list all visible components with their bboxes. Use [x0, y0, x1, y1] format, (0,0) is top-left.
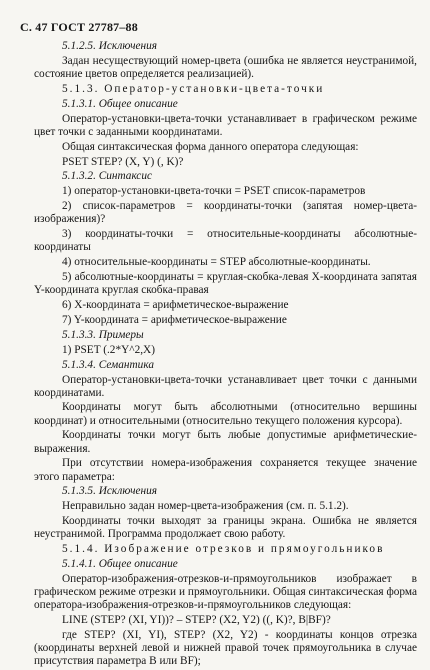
section-heading: 5.1.4.1. Общее описание	[62, 558, 178, 571]
paragraph: LINE (STEP? (XI, YI))? – STEP? (X2, Y2) ((, K)?, B|BF)?	[62, 614, 331, 627]
paragraph: Задан несуществующий номер-цвета (ошибка не является неустранимой, состояние цветов определяется реализацией).	[34, 54, 417, 80]
page-body	[34, 40, 417, 670]
section-heading: 5.1.4. Изображение отрезков и прямоугольников	[62, 543, 385, 556]
section-heading: 5.1.3.3. Примеры	[62, 328, 144, 341]
section-heading: 5.1.3. Оператор-установки-цвета-точки	[62, 82, 325, 95]
paragraph: 1) PSET (.2*Y^2,X)	[62, 343, 155, 356]
section-heading: 5.1.3.5. Исключения	[62, 485, 158, 498]
paragraph: 4) относительные-координаты = STEP абсолютные-координаты.	[62, 256, 371, 269]
paragraph: Оператор-установки-цвета-точки устанавливает цвет точки с данными координатами.	[34, 373, 417, 399]
paragraph: 6) X-координата = арифметическое-выражение	[62, 299, 289, 312]
paragraph: 1) оператор-установки-цвета-точки = PSET список-параметров	[62, 185, 366, 198]
paragraph: Оператор-изображения-отрезков-и-прямоугольников изображает в графическом режиме отрезки и прямоугольники. Общая синтаксическая форма оператора-изображения-отрезков-и-прямоугольников следующая:	[34, 572, 417, 612]
section-heading: 5.1.3.2. Синтаксис	[62, 170, 152, 183]
paragraph: Неправильно задан номер-цвета-изображения (см. п. 5.1.2).	[62, 500, 349, 513]
paragraph: 7) Y-координата = арифметическое-выражение	[62, 313, 287, 326]
section-heading: 5.1.2.5. Исключения	[62, 40, 158, 52]
paragraph: Координаты точки выходят за границы экрана. Ошибка не является неустранимой. Программа продолжает свою работу.	[34, 515, 417, 541]
paragraph: 5) абсолютные-координаты = круглая-скобка-левая X-координата запятая Y-координата круглая скобка-правая	[34, 271, 417, 297]
paragraph: При отсутствии номера-изображения сохраняется текущее значение этого параметра:	[34, 457, 417, 483]
paragraph: 3) координаты-точки = относительные-координаты абсолютные-координаты	[34, 228, 417, 254]
paragraph: 2) список-параметров = координаты-точки (запятая номер-цвета-изображения)?	[34, 200, 417, 226]
paragraph: Координаты точки могут быть любые допустимые арифметические-выражения.	[34, 429, 417, 455]
paragraph: Общая синтаксическая форма данного оператора следующая:	[62, 140, 359, 153]
page-header: С. 47 ГОСТ 27787–88	[20, 20, 138, 34]
paragraph: Оператор-установки-цвета-точки устанавливает в графическом режиме цвет точки с заданными координатами.	[34, 112, 417, 138]
paragraph: PSET STEP? (X, Y) (, K)?	[62, 155, 184, 168]
section-heading: 5.1.3.4. Семантика	[62, 358, 154, 371]
section-heading: 5.1.3.1. Общее описание	[62, 97, 178, 110]
paragraph: где STEP? (XI, YI), STEP? (X2, Y2) - координаты концов отрезка (координаты верхней левой и нижней правой точек прямоугольника в случае присутствия параметра B или BF);	[34, 628, 417, 668]
paragraph: Координаты могут быть абсолютными (относительно вершины координат) и относительными (относительно текущего положения курсора).	[34, 401, 417, 427]
